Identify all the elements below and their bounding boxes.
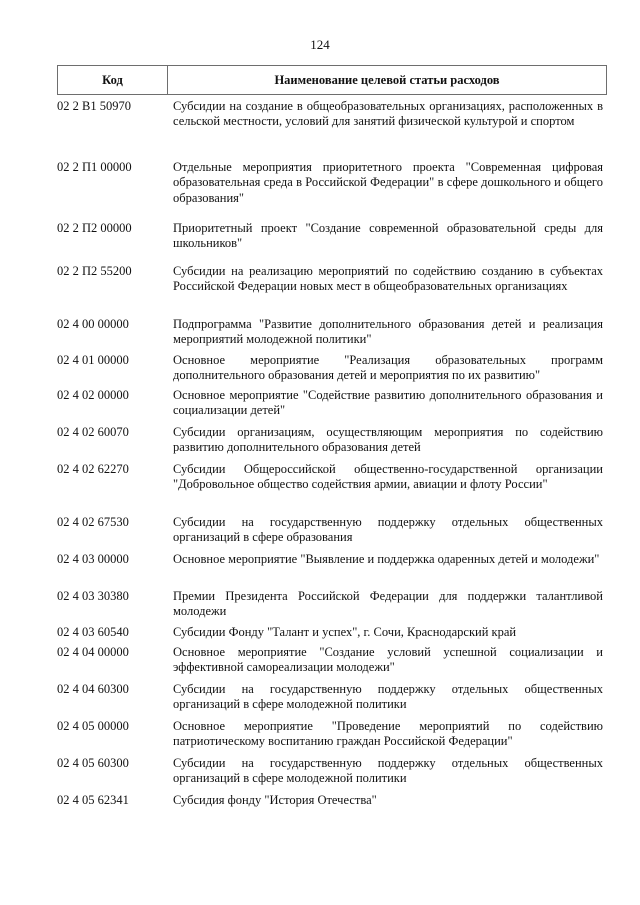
row-code: 02 2 П1 00000 [57, 160, 132, 174]
row-code: 02 2 П2 55200 [57, 264, 132, 278]
table-row [57, 756, 607, 793]
row-name: Основное мероприятие "Создание условий успешной социализации и эффективной самореализации молодежи" [173, 645, 603, 675]
row-code: 02 4 04 60300 [57, 682, 129, 696]
row-code: 02 2 П2 00000 [57, 221, 132, 235]
row-name: Субсидии организациям, осуществляющим мероприятия по содействию развитию дополнительного образования детей [173, 425, 603, 455]
row-name: Субсидии на реализацию мероприятий по содействию созданию в субъектах Российской Федерации новых мест в общеобразовательных организациях [173, 264, 603, 294]
row-name: Субсидия фонду "История Отечества" [173, 793, 377, 807]
row-name: Отдельные мероприятия приоритетного проекта "Современная цифровая образовательная среда в Российской Федерации" в сфере дошкольного и общего образования" [173, 160, 603, 205]
row-code: 02 4 05 62341 [57, 793, 129, 807]
row-name: Субсидии Общероссийской общественно-государственной организации "Добровольное общество содействия армии, авиации и флоту России" [173, 462, 603, 492]
row-code: 02 2 В1 50970 [57, 99, 131, 113]
row-code: 02 4 02 60070 [57, 425, 129, 439]
row-name: Основное мероприятие "Выявление и поддержка одаренных детей и молодежи" [173, 552, 600, 566]
table-row [57, 682, 607, 719]
row-code: 02 4 03 30380 [57, 589, 129, 603]
table-row [57, 625, 607, 645]
row-name: Субсидии на государственную поддержку отдельных общественных организаций в сфере молодежной политики [173, 756, 603, 786]
row-name: Основное мероприятие "Содействие развитию дополнительного образования и социализации детей" [173, 388, 603, 418]
table-header [57, 65, 607, 95]
table-row [57, 589, 607, 625]
table-body [57, 99, 607, 813]
table-row [57, 462, 607, 515]
table-row [57, 388, 607, 425]
table-row [57, 552, 607, 589]
header-name: Наименование целевой статьи расходов [274, 72, 500, 87]
table-row [57, 425, 607, 462]
row-code: 02 4 05 00000 [57, 719, 129, 733]
row-code: 02 4 03 60540 [57, 625, 129, 639]
row-code: 02 4 02 62270 [57, 462, 129, 476]
row-code: 02 4 04 00000 [57, 645, 129, 659]
row-code: 02 4 02 67530 [57, 515, 129, 529]
row-name: Субсидии на создание в общеобразовательных организациях, расположенных в сельской местности, условий для занятий физической культурой и спортом [173, 99, 603, 129]
table-row [57, 645, 607, 682]
row-code: 02 4 00 00000 [57, 317, 129, 331]
row-code: 02 4 05 60300 [57, 756, 129, 770]
table-row [57, 353, 607, 388]
row-name: Основное мероприятие "Реализация образовательных программ дополнительного образования детей и мероприятия по их развитию" [173, 353, 603, 383]
table-row [57, 719, 607, 756]
row-name: Приоритетный проект "Создание современной образовательной среды для школьников" [173, 221, 603, 251]
table-row [57, 264, 607, 317]
row-name: Субсидии на государственную поддержку отдельных общественных организаций в сфере образования [173, 515, 603, 545]
row-code: 02 4 01 00000 [57, 353, 129, 367]
row-code: 02 4 03 00000 [57, 552, 129, 566]
table-row [57, 317, 607, 353]
table-row [57, 221, 607, 264]
table-row [57, 793, 607, 813]
table-row [57, 160, 607, 221]
row-code: 02 4 02 00000 [57, 388, 129, 402]
row-name: Основное мероприятие "Проведение мероприятий по содействию патриотическому воспитанию граждан Российской Федерации" [173, 719, 603, 749]
table-row [57, 99, 607, 160]
page-number: 124 [310, 37, 330, 52]
row-name: Премии Президента Российской Федерации для поддержки талантливой молодежи [173, 589, 603, 619]
row-name: Подпрограмма "Развитие дополнительного образования детей и реализация мероприятий молодежной политики" [173, 317, 603, 347]
header-code: Код [58, 66, 168, 94]
row-name: Субсидии Фонду "Талант и успех", г. Сочи, Краснодарский край [173, 625, 517, 639]
table-row [57, 515, 607, 552]
row-name: Субсидии на государственную поддержку отдельных общественных организаций в сфере молодежной политики [173, 682, 603, 712]
